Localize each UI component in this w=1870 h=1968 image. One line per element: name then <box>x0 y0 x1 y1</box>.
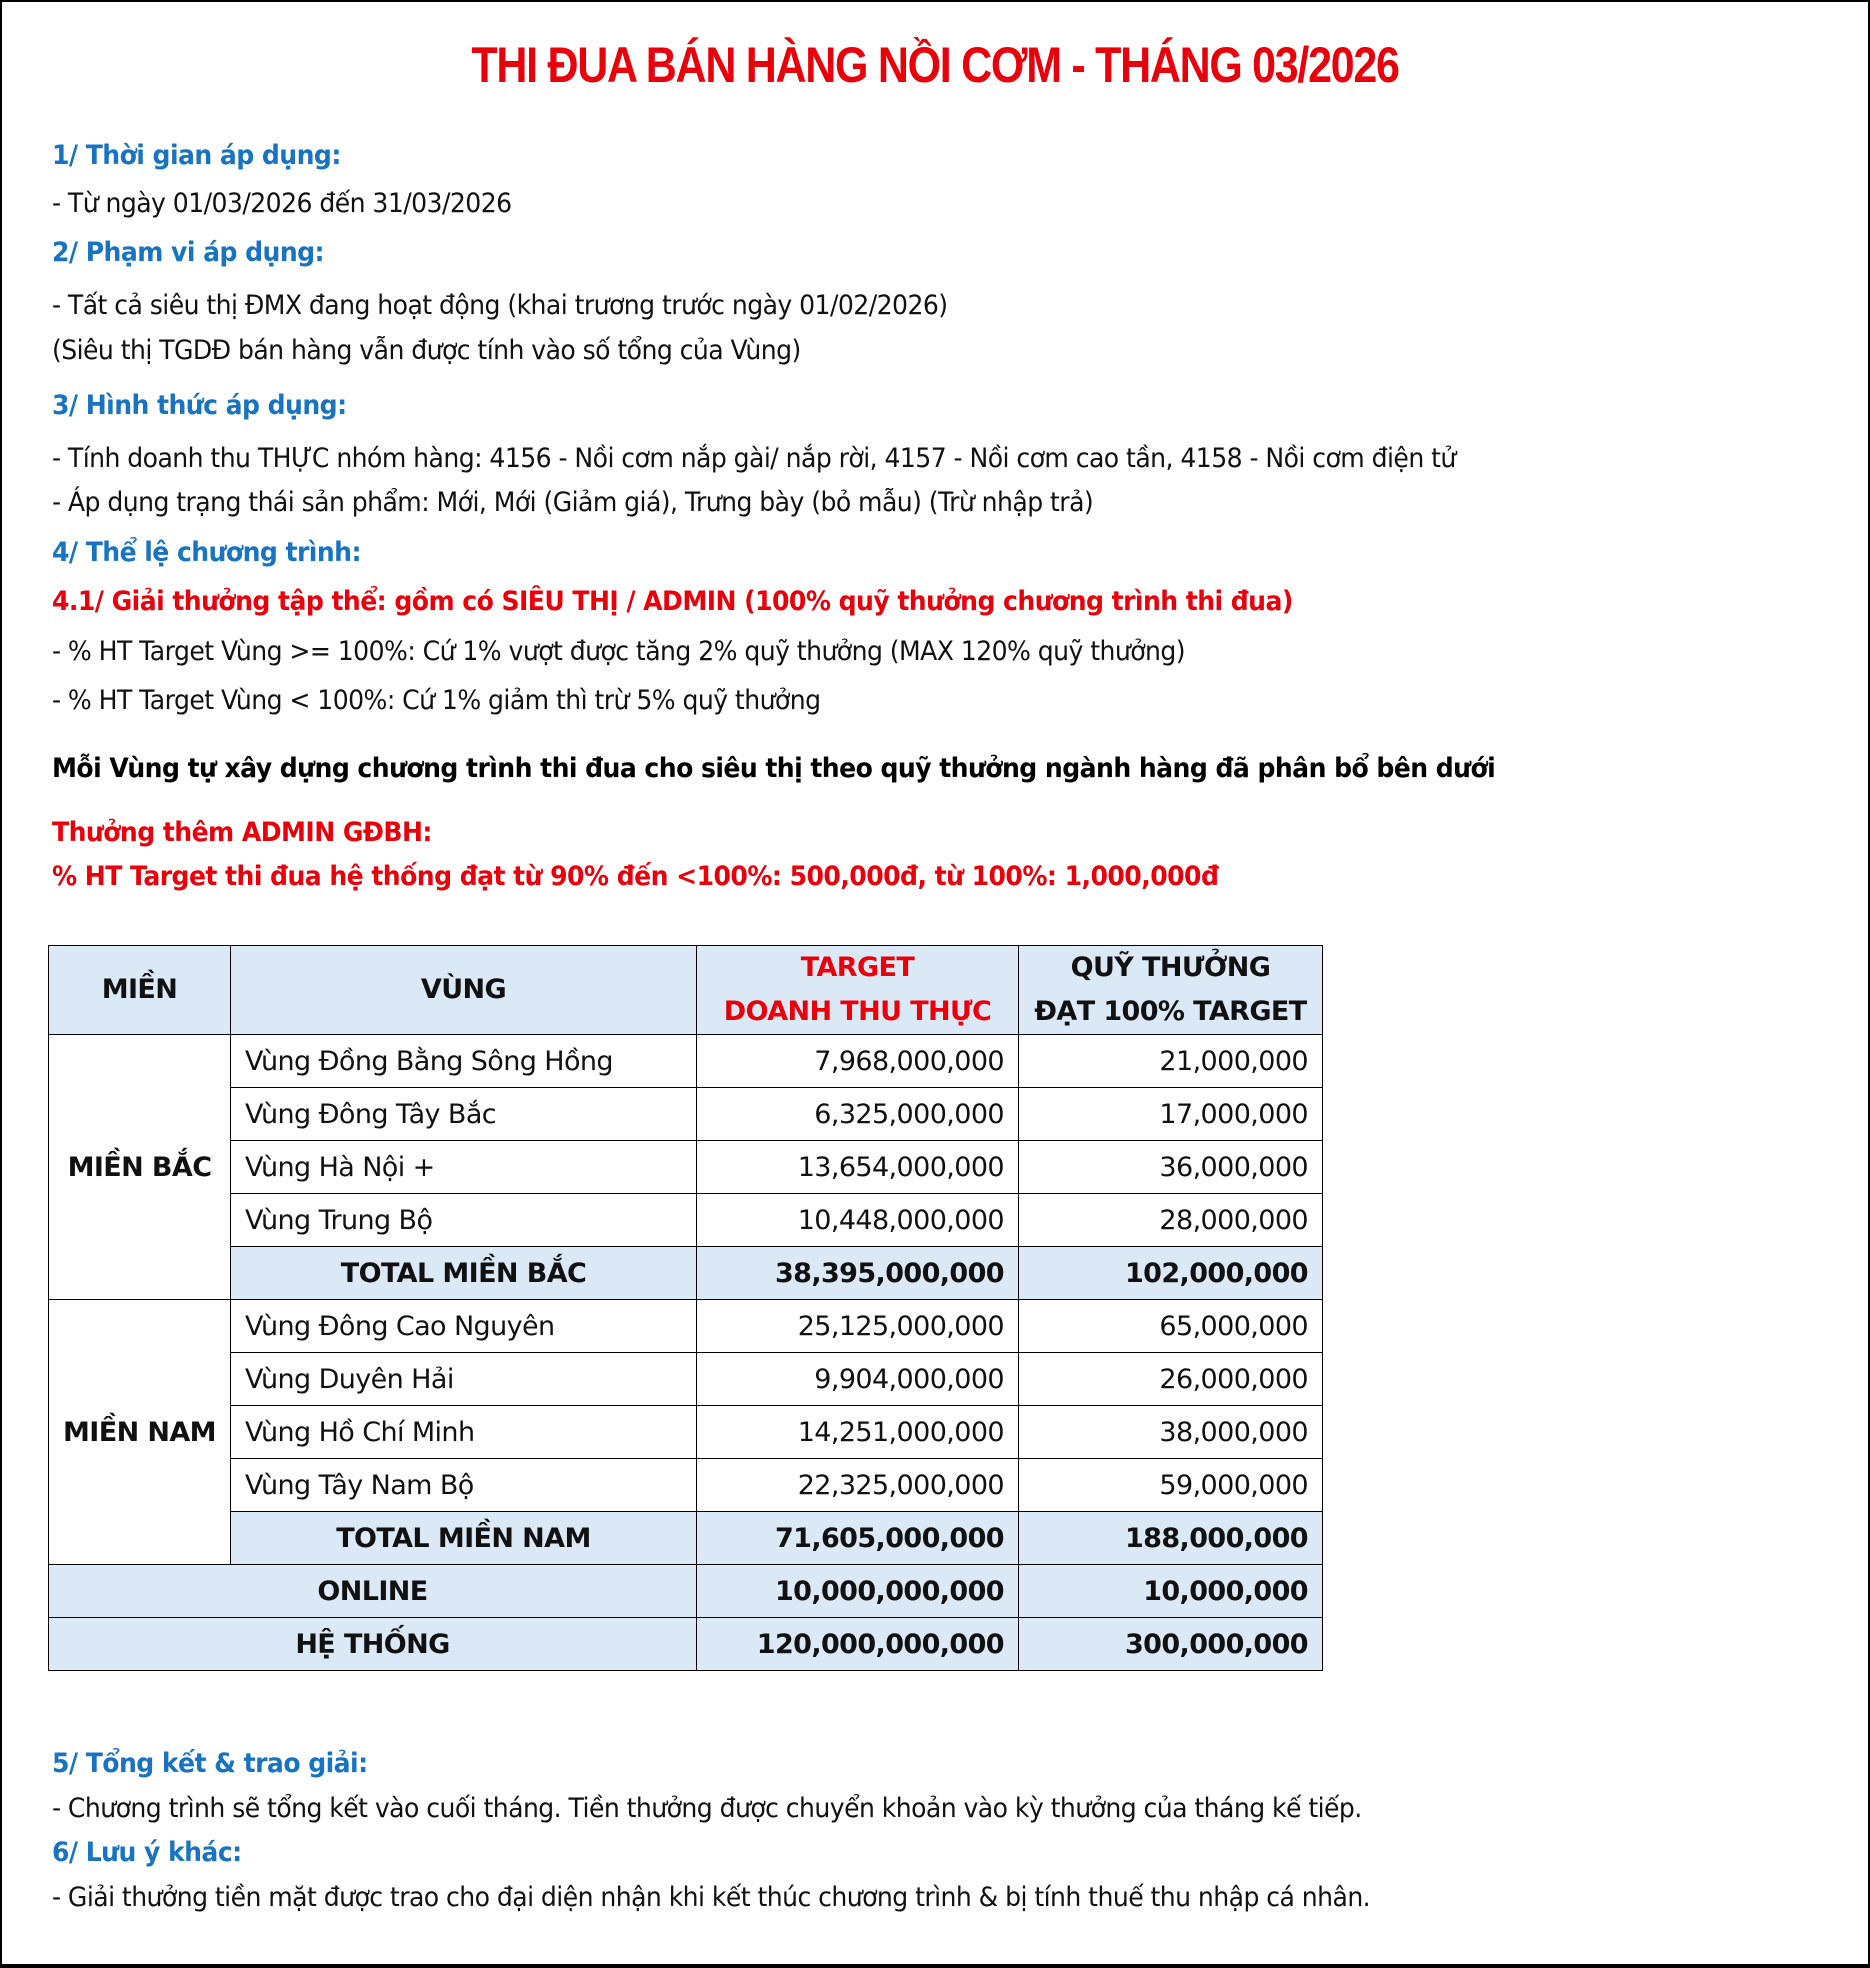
table-row <box>49 1353 1323 1406</box>
table-header-row <box>49 946 1323 1035</box>
fund-cell: 59,000,000 <box>1019 1459 1323 1512</box>
vung-cell: Vùng Đông Tây Bắc <box>231 1088 697 1141</box>
fund-cell: 17,000,000 <box>1019 1088 1323 1141</box>
table-row <box>49 1406 1323 1459</box>
table-row <box>49 1035 1323 1088</box>
online-label: ONLINE <box>49 1565 697 1618</box>
mien-cell: MIỀN NAM <box>49 1300 231 1565</box>
total-row-mien-nam <box>49 1512 1323 1565</box>
fund-cell: 21,000,000 <box>1019 1035 1323 1088</box>
system-label: HỆ THỐNG <box>49 1618 697 1671</box>
target-cell: 22,325,000,000 <box>697 1459 1019 1512</box>
fund-cell: 38,000,000 <box>1019 1406 1323 1459</box>
section-6-heading: 6/ Lưu ý khác: <box>52 1837 242 1868</box>
online-fund: 10,000,000 <box>1019 1565 1323 1618</box>
vung-cell: Vùng Duyên Hải <box>231 1353 697 1406</box>
table-row <box>49 1459 1323 1512</box>
table-row <box>49 1088 1323 1141</box>
section-4-heading: 4/ Thể lệ chương trình: <box>52 537 361 568</box>
bonus-heading: Thưởng thêm ADMIN GĐBH: <box>52 817 432 848</box>
fund-cell: 36,000,000 <box>1019 1141 1323 1194</box>
system-target: 120,000,000,000 <box>697 1618 1019 1671</box>
vung-cell: Vùng Tây Nam Bộ <box>231 1459 697 1512</box>
page-title: THI ĐUA BÁN HÀNG NỒI CƠM - THÁNG 03/2026 <box>471 37 1399 93</box>
header-target: TARGET DOANH THU THỰC <box>697 946 1019 1035</box>
target-cell: 25,125,000,000 <box>697 1300 1019 1353</box>
section-2-line-2: (Siêu thị TGDĐ bán hàng vẫn được tính vào số tổng của Vùng) <box>52 335 801 366</box>
target-cell: 6,325,000,000 <box>697 1088 1019 1141</box>
fund-cell: 26,000,000 <box>1019 1353 1323 1406</box>
total-row-mien-bac <box>49 1247 1323 1300</box>
mien-cell: MIỀN BẮC <box>49 1035 231 1300</box>
vung-cell: Vùng Trung Bộ <box>231 1194 697 1247</box>
section-3-line-1: - Tính doanh thu THỰC nhóm hàng: 4156 - Nồi cơm nắp gài/ nắp rời, 4157 - Nồi cơm cao tần, 4158 - Nồi cơm điện tử <box>52 443 1456 474</box>
total-label: TOTAL MIỀN NAM <box>231 1512 697 1565</box>
section-1-heading: 1/ Thời gian áp dụng: <box>52 140 341 171</box>
section-4-1-heading: 4.1/ Giải thưởng tập thể: gồm có SIÊU THỊ / ADMIN (100% quỹ thưởng chương trình thi đua) <box>52 586 1293 617</box>
online-row <box>49 1565 1323 1618</box>
section-3-heading: 3/ Hình thức áp dụng: <box>52 390 347 421</box>
target-cell: 13,654,000,000 <box>697 1141 1019 1194</box>
section-1-line-1: - Từ ngày 01/03/2026 đến 31/03/2026 <box>52 188 512 219</box>
section-6-line-1: - Giải thưởng tiền mặt được trao cho đại diện nhận khi kết thúc chương trình & bị tính thuế thu nhập cá nhân. <box>52 1882 1371 1913</box>
target-cell: 9,904,000,000 <box>697 1353 1019 1406</box>
vung-cell: Vùng Hà Nội + <box>231 1141 697 1194</box>
fund-cell: 28,000,000 <box>1019 1194 1323 1247</box>
section-5-heading: 5/ Tổng kết & trao giải: <box>52 1748 368 1779</box>
total-target: 38,395,000,000 <box>697 1247 1019 1300</box>
header-fund: QUỸ THƯỞNG ĐẠT 100% TARGET <box>1019 946 1323 1035</box>
vung-cell: Vùng Hồ Chí Minh <box>231 1406 697 1459</box>
total-label: TOTAL MIỀN BẮC <box>231 1247 697 1300</box>
section-2-heading: 2/ Phạm vi áp dụng: <box>52 237 325 268</box>
total-target: 71,605,000,000 <box>697 1512 1019 1565</box>
section-5-line-1: - Chương trình sẽ tổng kết vào cuối tháng. Tiền thưởng được chuyển khoản vào kỳ thưởng của tháng kế tiếp. <box>52 1793 1362 1824</box>
target-cell: 14,251,000,000 <box>697 1406 1019 1459</box>
vung-cell: Vùng Đông Cao Nguyên <box>231 1300 697 1353</box>
online-target: 10,000,000,000 <box>697 1565 1019 1618</box>
target-table <box>48 945 1323 1671</box>
system-fund: 300,000,000 <box>1019 1618 1323 1671</box>
section-2-line-1: - Tất cả siêu thị ĐMX đang hoạt động (khai trương trước ngày 01/02/2026) <box>52 290 948 321</box>
system-row <box>49 1618 1323 1671</box>
fund-cell: 65,000,000 <box>1019 1300 1323 1353</box>
header-vung: VÙNG <box>231 946 697 1035</box>
target-cell: 7,968,000,000 <box>697 1035 1019 1088</box>
bonus-line: % HT Target thi đua hệ thống đạt từ 90% đến <100%: 500,000đ, từ 100%: 1,000,000đ <box>52 861 1219 892</box>
target-cell: 10,448,000,000 <box>697 1194 1019 1247</box>
header-mien: MIỀN <box>49 946 231 1035</box>
section-4-1-line-2: - % HT Target Vùng < 100%: Cứ 1% giảm thì trừ 5% quỹ thưởng <box>52 685 821 716</box>
section-3-line-2: - Áp dụng trạng thái sản phẩm: Mới, Mới (Giảm giá), Trưng bày (bỏ mẫu) (Trừ nhập trả) <box>52 487 1094 518</box>
table-row <box>49 1300 1323 1353</box>
total-fund: 188,000,000 <box>1019 1512 1323 1565</box>
table-row <box>49 1194 1323 1247</box>
section-4-1-line-1: - % HT Target Vùng >= 100%: Cứ 1% vượt được tăng 2% quỹ thưởng (MAX 120% quỹ thưởng) <box>52 636 1186 667</box>
table-row <box>49 1141 1323 1194</box>
region-program-note: Mỗi Vùng tự xây dựng chương trình thi đua cho siêu thị theo quỹ thưởng ngành hàng đã phân bổ bên dưới <box>52 753 1496 784</box>
total-fund: 102,000,000 <box>1019 1247 1323 1300</box>
vung-cell: Vùng Đồng Bằng Sông Hồng <box>231 1035 697 1088</box>
